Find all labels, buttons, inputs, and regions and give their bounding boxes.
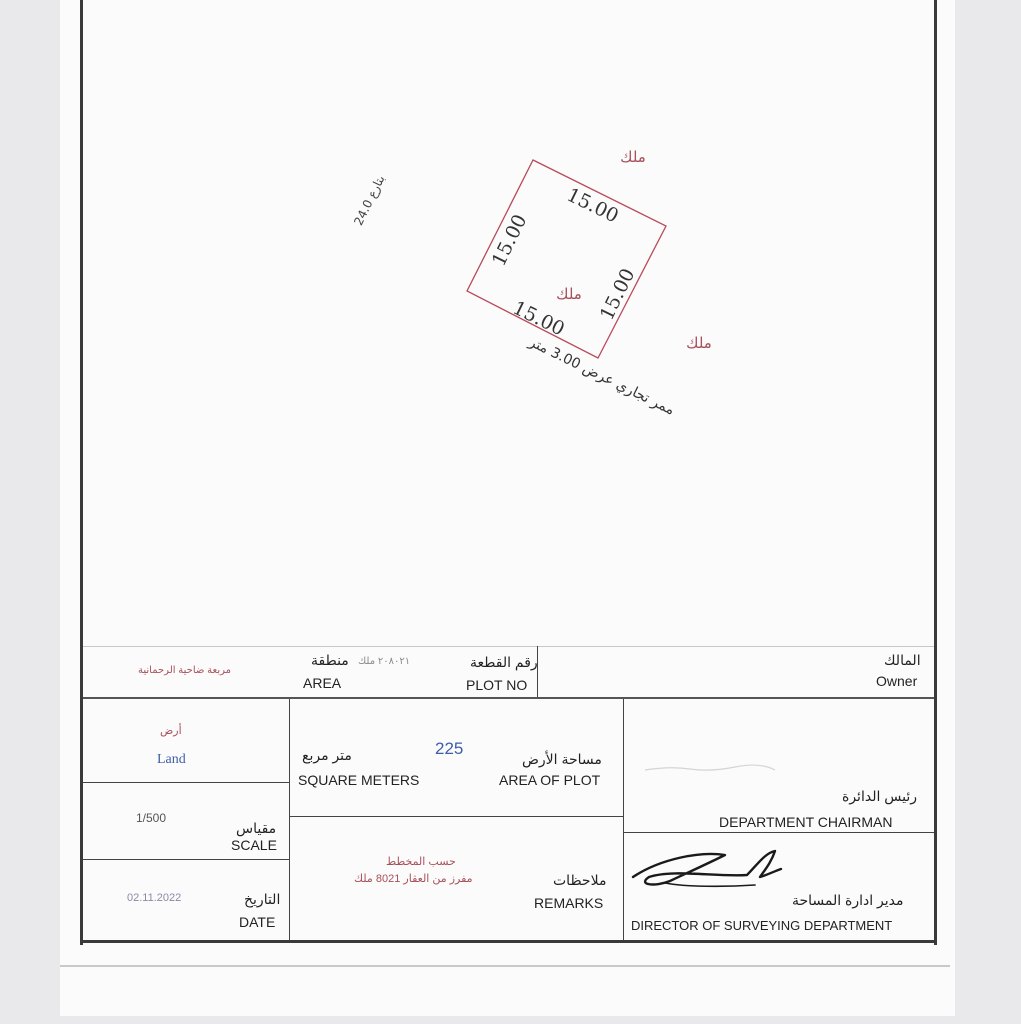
chairman-label-en: DEPARTMENT CHAIRMAN (719, 814, 893, 830)
land-type-ar: أرض (160, 725, 182, 737)
table-top-rule (83, 646, 934, 647)
right-column-divider (623, 699, 624, 940)
plot-no-value: ٢٠٨٠٢١ ملك (358, 656, 411, 667)
plot-no-label-en: PLOT NO (466, 677, 528, 693)
area-value: مربعة ضاحية الرحمانية (138, 665, 232, 676)
remarks-label-ar: ملاحظات (553, 872, 607, 888)
owned-top-label: ملك (620, 148, 646, 166)
plot-no-label-ar: رقم القطعة (470, 654, 538, 670)
plot-area-value: 225 (435, 739, 464, 758)
land-row-rule (83, 782, 289, 783)
date-label-en: DATE (239, 914, 276, 930)
area-of-plot-label-ar: مساحة الأرض (522, 751, 602, 767)
scale-label-ar: مقياس (236, 820, 277, 836)
street-width-label: بتارع 24.0 (351, 172, 388, 228)
owned-right-label: ملك (686, 334, 712, 352)
remarks-line-2: مفرز من العقار 8021 ملك (354, 873, 473, 885)
owned-center-label: ملك (556, 285, 582, 303)
owner-label-en: Owner (876, 673, 918, 689)
left-column-divider (289, 699, 290, 940)
sqm-label-ar: متر مربع (302, 747, 352, 763)
director-label-en: DIRECTOR OF SURVEYING DEPARTMENT (631, 918, 893, 933)
middle-row-rule (289, 816, 623, 817)
area-label-ar: منطقة (311, 652, 349, 668)
plot-side-left-label: 15.00 (487, 211, 532, 270)
area-label-en: AREA (303, 675, 342, 691)
owner-label-ar: المالك (884, 652, 921, 668)
scale-value: 1/500 (136, 811, 167, 825)
chairman-signature-faint (640, 758, 780, 778)
plot-side-top-label: 15.00 (563, 183, 622, 228)
remarks-line-1: حسب المخطط (386, 856, 456, 868)
sqm-label-en: SQUARE METERS (298, 772, 420, 788)
remarks-label-en: REMARKS (534, 895, 604, 911)
plot-side-bottom-label: 15.00 (509, 296, 568, 341)
date-label-ar: التاريخ (244, 891, 281, 907)
sheet-edge-line (60, 965, 950, 967)
area-of-plot-label-en: AREA OF PLOT (499, 772, 601, 788)
frame-border-bottom (80, 940, 937, 943)
land-type-en: Land (157, 752, 186, 767)
passage-label: ممر تجاري عرض 3.00 متر (526, 334, 678, 419)
right-row-rule (623, 832, 934, 833)
director-label-ar: مدير ادارة المساحة (792, 892, 904, 908)
chairman-label-ar: رئيس الدائرة (842, 788, 917, 804)
scale-row-rule (83, 859, 289, 860)
plot-side-right-label: 15.00 (595, 265, 640, 324)
date-value: 02.11.2022 (127, 892, 182, 904)
row1-rule (83, 697, 934, 699)
director-signature (625, 845, 790, 895)
scale-label-en: SCALE (231, 837, 277, 853)
